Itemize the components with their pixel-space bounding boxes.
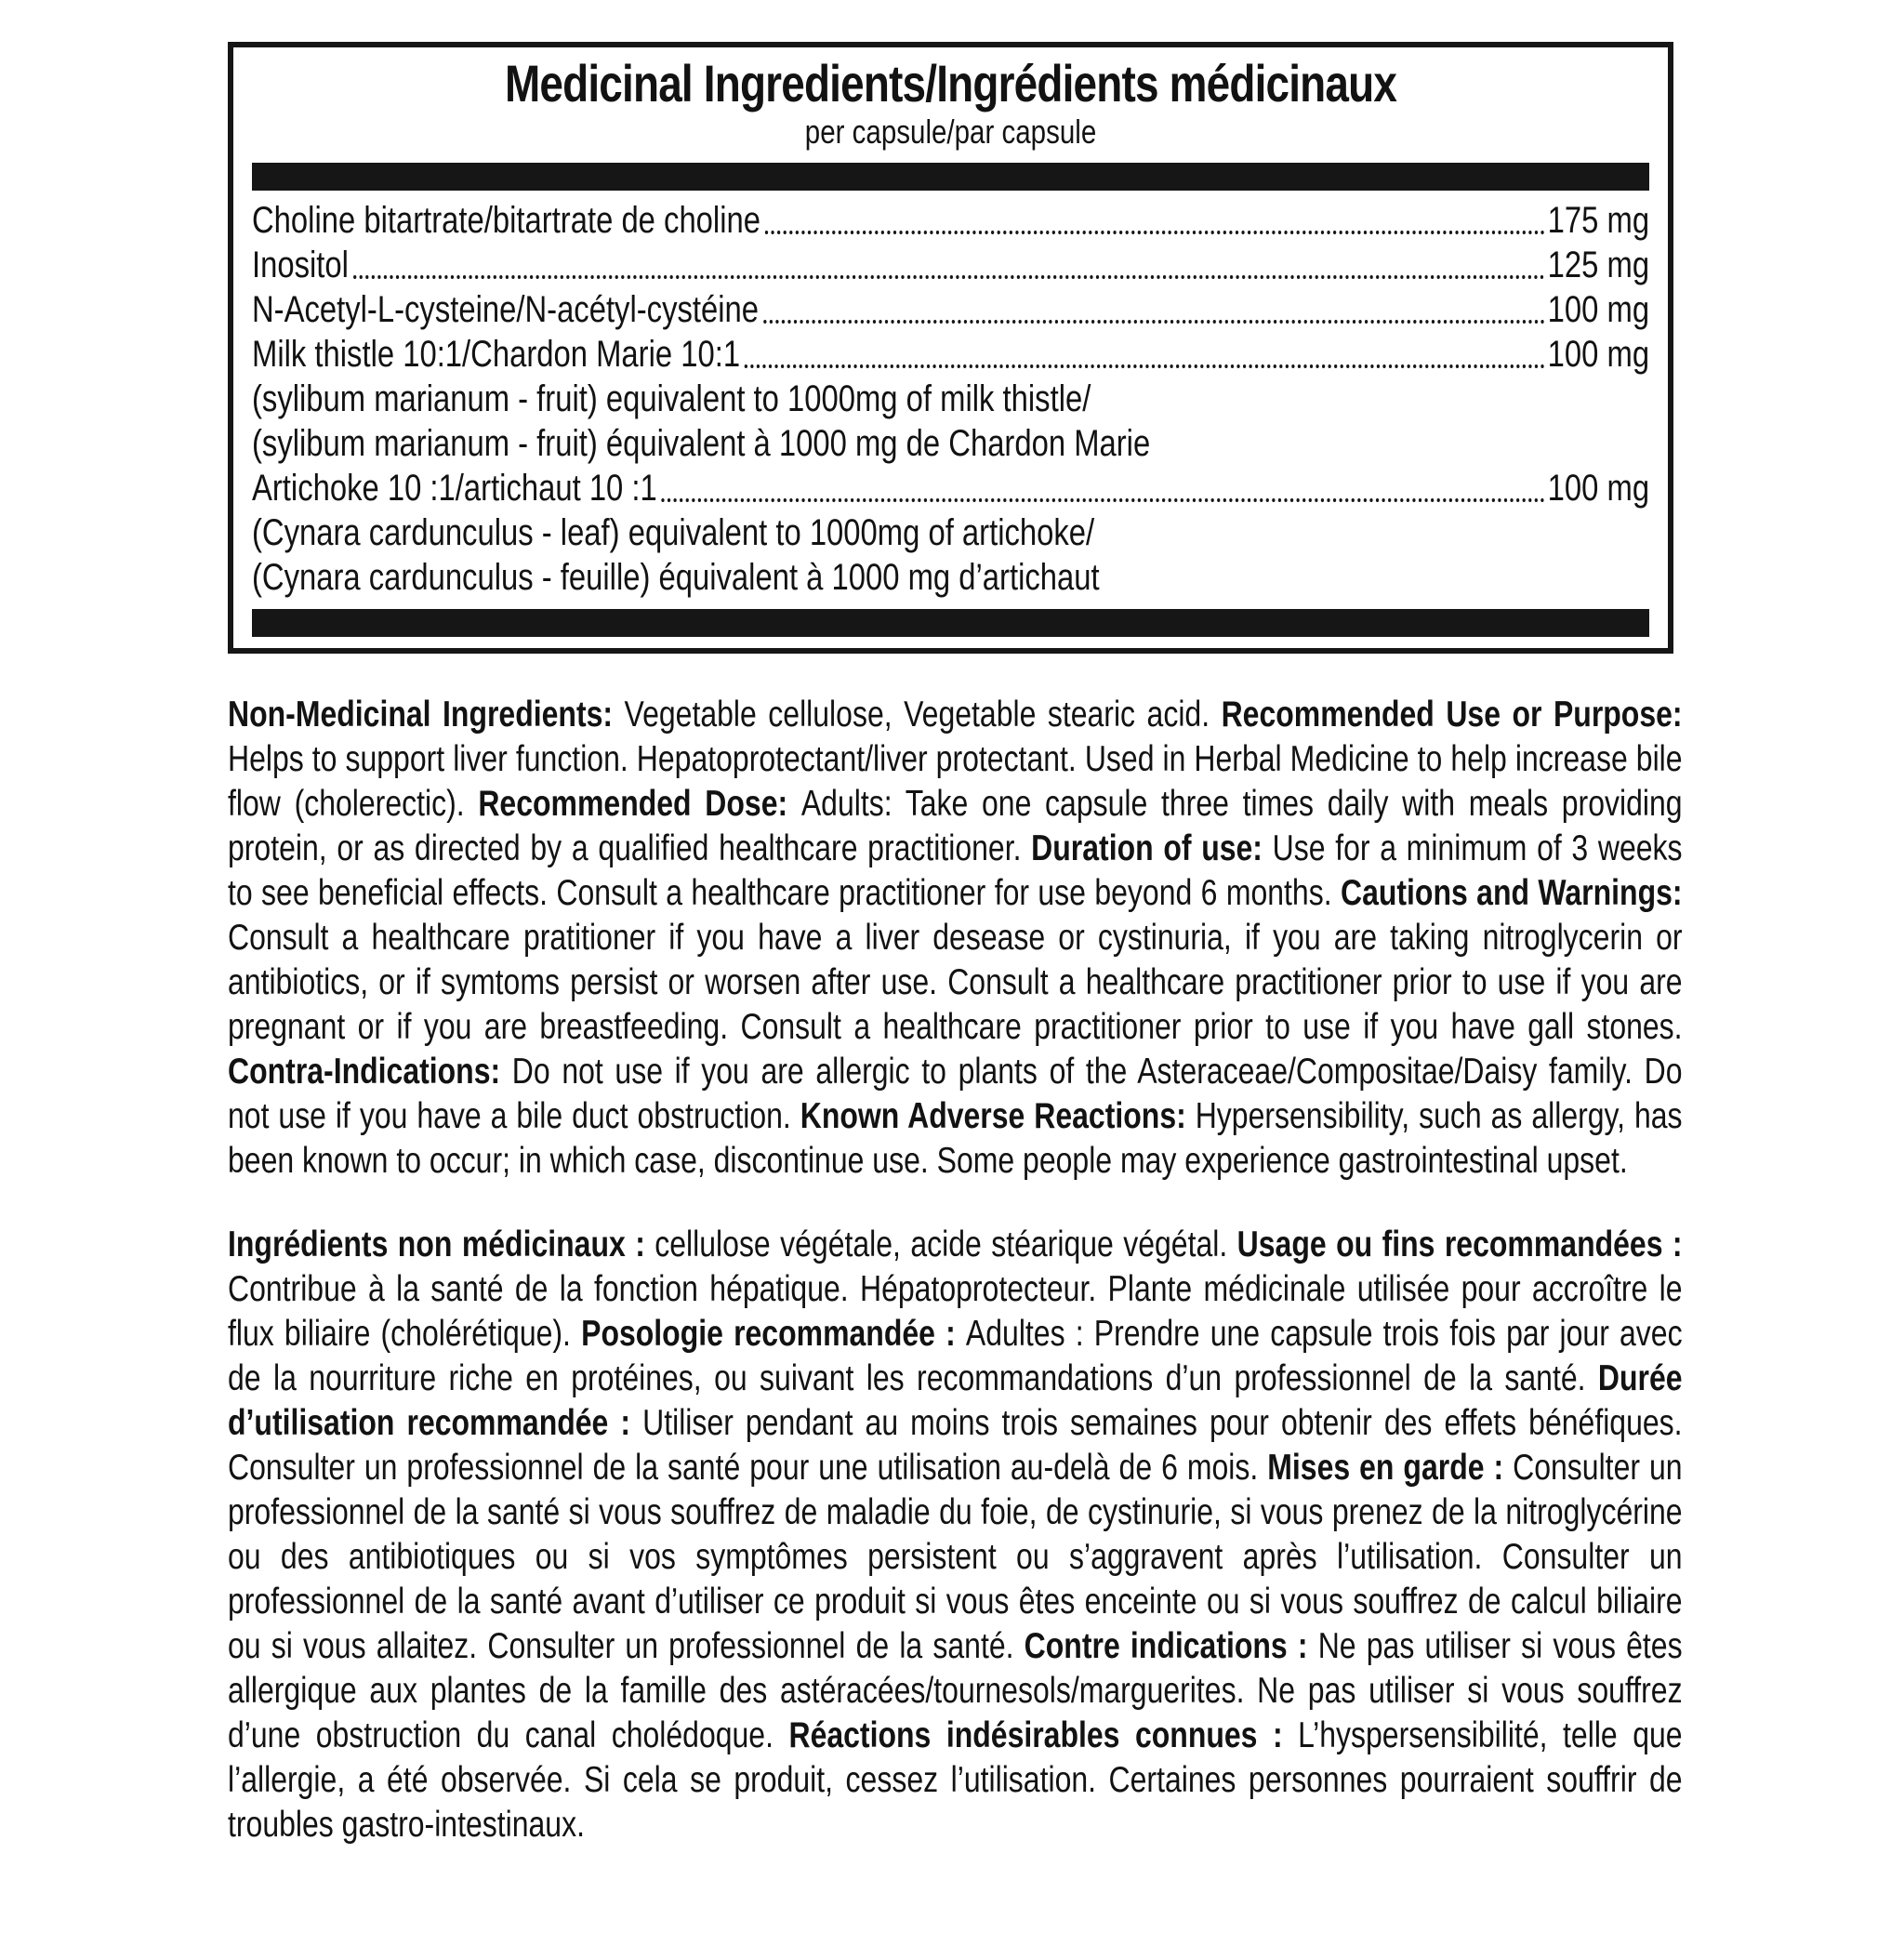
section-heading: Réactions indésirables connues : [788, 1715, 1299, 1755]
section-text: Helps to support liver function. Hepatoprotectant/liver protectant. Used in Herbal Medicine to help increase bile flow (cholerectic). [228, 739, 1683, 824]
ingredient-row [252, 510, 1649, 555]
panel-subtitle: per capsule/par capsule [804, 113, 1097, 151]
section-text: Use for a minimum of 3 weeks to see beneficial effects. Consult a healthcare practitioner for use beyond 6 months. [228, 828, 1683, 913]
section-text: L’hyspersensibilité, telle que l’allergie, a été observée. Si cela se produit, cessez l’utilisation. Certaines personnes pourraient souffrir de troubles gastro-intestinaux. [228, 1715, 1683, 1845]
fr-paragraph [228, 1223, 1683, 1847]
dot-leader [763, 320, 1544, 324]
ingredient-amount: 100 mg [1547, 289, 1650, 330]
panel-title: Medicinal Ingredients/Ingrédients médicinaux [504, 54, 1397, 113]
section-text: Utiliser pendant au moins trois semaines pour obtenir des effets bénéfiques. Consulter un professionnel de la santé pour une utilisation au-delà de 6 mois. [228, 1403, 1683, 1488]
ingredient-row [252, 555, 1649, 600]
ingredient-name: Choline bitartrate/bitartrate de choline [252, 200, 760, 241]
section-heading: Durée d’utilisation recommandée : [228, 1358, 1683, 1443]
section-heading: Mises en garde : [1267, 1448, 1514, 1488]
ingredient-name: (Cynara cardunculus - leaf) equivalent to 1000mg of artichoke/ [252, 512, 1095, 553]
section-heading: Usage ou fins recommandées : [1236, 1225, 1683, 1264]
section-heading: Ingrédients non médicinaux : [228, 1225, 655, 1264]
section-text: Contribue à la santé de la fonction hépatique. Hépatoprotecteur. Plante médicinale utilisée pour accroître le flux biliaire (cholérétique). [228, 1269, 1683, 1354]
ingredient-row [252, 421, 1649, 466]
ingredient-name: N-Acetyl-L-cysteine/N-acétyl-cystéine [252, 289, 760, 330]
top-divider-bar [252, 163, 1649, 191]
ingredient-name: Artichoke 10 :1/artichaut 10 :1 [252, 468, 657, 509]
section-heading: Recommended Use or Purpose: [1221, 695, 1683, 735]
ingredient-amount: 100 mg [1547, 334, 1650, 375]
ingredient-row [252, 332, 1649, 377]
ingredient-amount: 125 mg [1547, 245, 1650, 285]
ingredient-name: (Cynara cardunculus - feuille) équivalent à 1000 mg d’artichaut [252, 557, 1100, 598]
dot-leader [745, 364, 1544, 368]
medicinal-ingredients-panel [228, 42, 1673, 654]
section-heading: Contre indications : [1024, 1626, 1318, 1666]
ingredient-row [252, 466, 1649, 510]
section-text: Hypersensibility, such as allergy, has been known to occur; in which case, discontinue use. Some people may experience gastrointestinal upset. [228, 1096, 1683, 1181]
section-heading: Posologie recommandée : [581, 1314, 966, 1354]
ingredient-amount: 175 mg [1547, 200, 1650, 241]
section-heading: Known Adverse Reactions: [800, 1096, 1196, 1136]
ingredient-rows [252, 198, 1649, 600]
section-text: cellulose végétale, acide stéarique végétal. [654, 1225, 1237, 1264]
section-text: Consult a healthcare pratitioner if you have a liver desease or cystinuria, if you are taking nitroglycerin or antibiotics, or if symtoms persist or worsen after use. Consult a healthcare practitioner prior to use if you are pregnant or if you are breastfeeding. Consult a healthcare practitioner prior to use if you have gall stones. [228, 918, 1683, 1047]
section-heading: Cautions and Warnings: [1340, 873, 1683, 913]
dot-leader [353, 275, 1545, 279]
section-heading: Contra-Indications: [228, 1052, 512, 1092]
dot-leader [765, 231, 1544, 234]
ingredient-row [252, 377, 1649, 421]
panel-header [252, 55, 1649, 152]
ingredient-amount: 100 mg [1547, 468, 1650, 509]
ingredient-name: (sylibum marianum - fruit) equivalent to 1000mg of milk thistle/ [252, 378, 1091, 419]
ingredient-row [252, 287, 1649, 332]
section-heading: Non-Medicinal Ingredients: [228, 695, 625, 735]
section-text: Do not use if you are allergic to plants of the Asteraceae/Compositae/Daisy family. Do not use if you have a bile duct obstruction. [228, 1052, 1683, 1136]
section-text: Ne pas utiliser si vous êtes allergique aux plantes de la famille des astéracées/tournesols/marguerites. Ne pas utiliser si vous souffrez d’une obstruction du canal cholédoque. [228, 1626, 1683, 1755]
ingredient-name: Milk thistle 10:1/Chardon Marie 10:1 [252, 334, 741, 375]
ingredient-row [252, 243, 1649, 287]
en-paragraph [228, 693, 1683, 1184]
dot-leader [662, 498, 1545, 502]
supplement-label-page [0, 42, 1904, 1946]
bottom-divider-bar [252, 609, 1649, 637]
section-text: Vegetable cellulose, Vegetable stearic acid. [624, 695, 1222, 735]
section-text: Adultes : Prendre une capsule trois fois par jour avec de la nourriture riche en protéines, ou suivant les recommandations d’un professionnel de la santé. [228, 1314, 1683, 1398]
section-heading: Duration of use: [1031, 828, 1273, 868]
ingredient-row [252, 198, 1649, 243]
ingredient-name: (sylibum marianum - fruit) équivalent à 1000 mg de Chardon Marie [252, 423, 1151, 464]
section-heading: Recommended Dose: [478, 784, 801, 824]
section-text: Adults: Take one capsule three times daily with meals providing protein, or as directed by a qualified healthcare practitioner. [228, 784, 1683, 868]
ingredient-name: Inositol [252, 245, 349, 285]
section-text: Consulter un professionnel de la santé si vous souffrez de maladie du foie, de cystinurie, si vous prenez de la nitroglycérine ou des antibiotiques ou si vos symptômes persistent ou s’aggravent après l’utilisation. Consulter un professionnel de la santé avant d’utiliser ce produit si vous êtes enceinte ou si vous souffrez de calcul biliaire ou si vous allaitez. Consulter un professionnel de la santé. [228, 1448, 1683, 1666]
